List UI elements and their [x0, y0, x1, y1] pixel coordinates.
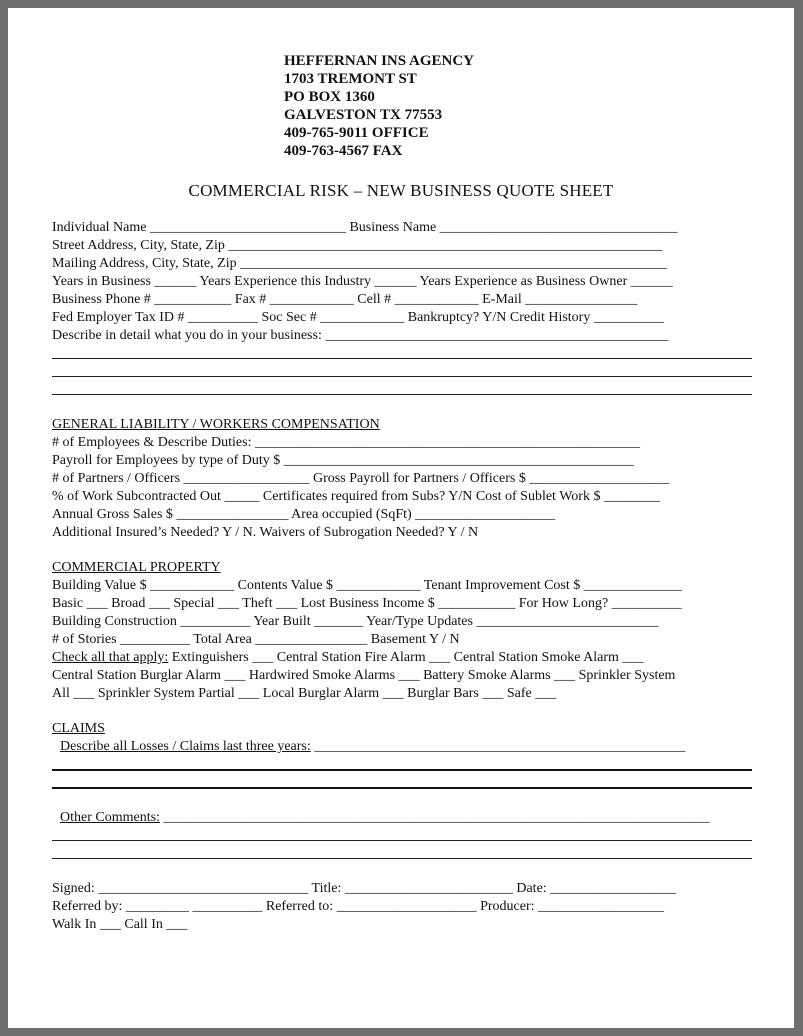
mailing-address-field[interactable]: Mailing Address, City, State, Zip _____________________________________________________________: [52, 256, 668, 271]
description-blank-line[interactable]: [52, 394, 752, 395]
years-experience-field[interactable]: Years in Business ______ Years Experience this Industry ______ Years Experience as Business Owner ______: [52, 274, 673, 289]
agency-street: 1703 TREMONT ST: [284, 71, 417, 87]
comments-blank-line[interactable]: [52, 840, 752, 841]
agency-city: GALVESTON TX 77553: [284, 107, 443, 123]
agency-header: [284, 52, 474, 160]
losses-blank-line[interactable]: [52, 769, 752, 771]
agency-name: HEFFERNAN INS AGENCY: [284, 53, 475, 69]
commercial-property-heading: COMMERCIAL PROPERTY: [52, 560, 221, 575]
street-address-field[interactable]: Street Address, City, State, Zip ______________________________________________________________: [52, 238, 663, 253]
check-all-label: Check all that apply:: [52, 650, 169, 665]
business-description-field[interactable]: Describe in detail what you do in your business: _________________________________________________: [52, 328, 669, 343]
agency-fax: 409-763-4567 FAX: [284, 143, 403, 159]
comments-blank-line[interactable]: [52, 858, 752, 859]
employee-payroll-field[interactable]: Payroll for Employees by type of Duty $ __________________________________________________: [52, 453, 634, 468]
partners-payroll-field[interactable]: # of Partners / Officers __________________ Gross Payroll for Partners / Officers $ ____________________: [52, 471, 670, 486]
losses-row[interactable]: [60, 738, 752, 756]
individual-business-name-field[interactable]: Individual Name ____________________________ Business Name __________________________________: [52, 220, 678, 235]
description-blank-line[interactable]: [52, 376, 752, 377]
tax-id-credit-field[interactable]: Fed Employer Tax ID # __________ Soc Sec # ____________ Bankruptcy? Y/N Credit History __________: [52, 310, 664, 325]
building-construction-field[interactable]: Building Construction __________ Year Built _______ Year/Type Updates __________________________: [52, 614, 659, 629]
losses-label: Describe all Losses / Claims last three years:: [60, 739, 311, 754]
claims-heading: CLAIMS: [52, 721, 105, 736]
employees-duties-field[interactable]: # of Employees & Describe Duties: _______________________________________________________: [52, 435, 640, 450]
protection-options-1[interactable]: Extinguishers ___ Central Station Fire Alarm ___ Central Station Smoke Alarm ___: [168, 650, 644, 665]
contact-numbers-field[interactable]: Business Phone # ___________ Fax # ____________ Cell # ____________ E-Mail ________________: [52, 292, 638, 307]
protection-options-3[interactable]: All ___ Sprinkler System Partial ___ Local Burglar Alarm ___ Burglar Bars ___ Safe ___: [52, 686, 557, 701]
losses-blank[interactable]: _____________________________________________________: [310, 739, 686, 754]
subcontracted-work-field[interactable]: % of Work Subcontracted Out _____ Certificates required from Subs? Y/N Cost of Sublet Work $ ________: [52, 489, 660, 504]
quote-sheet-page: [8, 8, 794, 1028]
protection-options-2[interactable]: Central Station Burglar Alarm ___ Hardwired Smoke Alarms ___ Battery Smoke Alarms ___ Sprinkler System: [52, 668, 676, 683]
coverage-type-field[interactable]: Basic ___ Broad ___ Special ___ Theft ___ Lost Business Income $ ___________ For How Long? __________: [52, 596, 682, 611]
gross-sales-area-field[interactable]: Annual Gross Sales $ ________________ Area occupied (SqFt) ____________________: [52, 507, 556, 522]
comments-label: Other Comments:: [60, 810, 160, 825]
losses-blank-line[interactable]: [52, 787, 752, 789]
protection-checklist-row[interactable]: [52, 649, 752, 667]
form-title: COMMERCIAL RISK – NEW BUSINESS QUOTE SHEET: [188, 181, 614, 200]
walk-in-call-in-field[interactable]: Walk In ___ Call In ___: [52, 917, 188, 932]
agency-office-phone: 409-765-9011 OFFICE: [284, 125, 429, 141]
agency-po-box: PO BOX 1360: [284, 89, 375, 105]
referral-field[interactable]: Referred by: _________ __________ Referred to: ____________________ Producer: __________________: [52, 899, 665, 914]
stories-area-field[interactable]: # of Stories __________ Total Area ________________ Basement Y / N: [52, 632, 460, 647]
comments-row[interactable]: [60, 809, 752, 827]
insured-subrogation-field[interactable]: Additional Insured’s Needed? Y / N. Waivers of Subrogation Needed? Y / N: [52, 525, 479, 540]
description-blank-line[interactable]: [52, 358, 752, 359]
general-liability-heading: GENERAL LIABILITY / WORKERS COMPENSATION: [52, 417, 380, 432]
signature-field[interactable]: Signed: ______________________________ Title: ________________________ Date: __________________: [52, 881, 677, 896]
building-contents-value-field[interactable]: Building Value $ ____________ Contents Value $ ____________ Tenant Improvement Cost $ ______________: [52, 578, 682, 593]
comments-blank[interactable]: ______________________________________________________________________________: [159, 810, 710, 825]
